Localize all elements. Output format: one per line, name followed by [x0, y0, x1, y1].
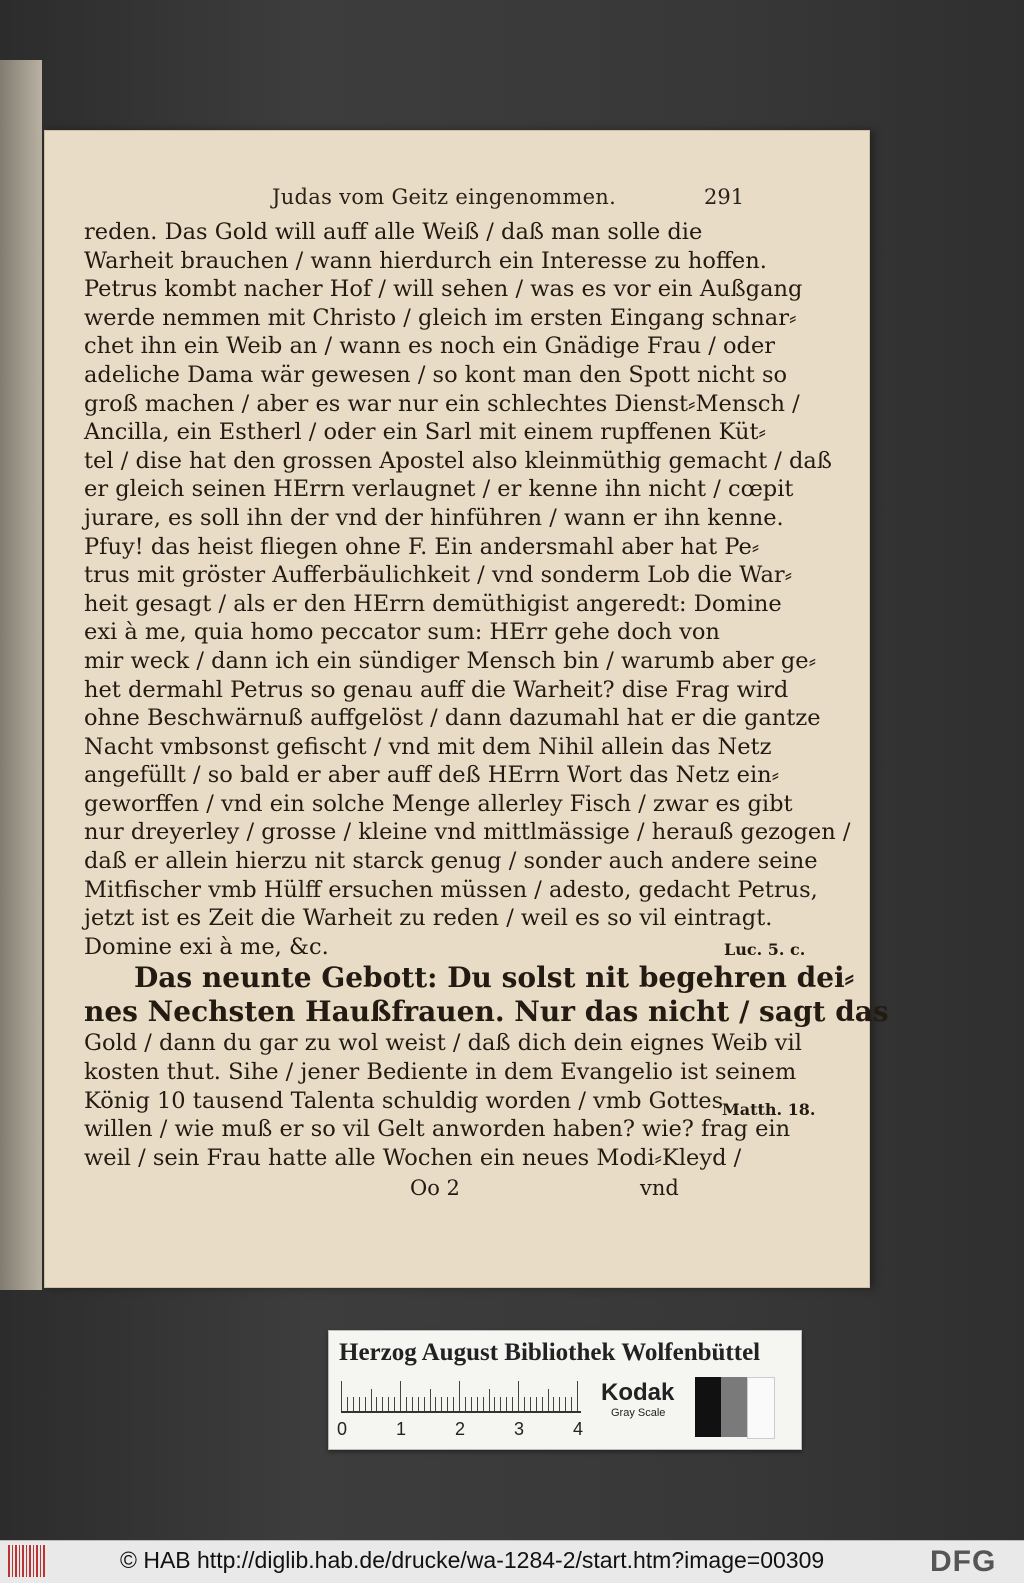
text-line: Pfuy! das heist fliegen ohne F. Ein andersmahl aber hat Pe⸗	[84, 533, 760, 560]
library-name: Herzog August Bibliothek Wolfenbüttel	[339, 1339, 761, 1366]
text-line: nur dreyerley / grosse / kleine vnd mittlmässige / herauß gezogen /	[84, 819, 851, 846]
ruler-tick	[524, 1397, 525, 1411]
ruler-tick	[471, 1397, 472, 1411]
text-line: kosten thut. Sihe / jener Bediente in dem Evangelio ist seinem	[84, 1059, 797, 1086]
ruler-tick	[371, 1389, 372, 1411]
commandment-heading: nes Nechsten Haußfrauen. Nur das nicht / sagt das	[84, 995, 889, 1029]
ruler-tick	[518, 1381, 519, 1411]
ruler-tick	[435, 1397, 436, 1411]
measurement-ruler	[341, 1377, 581, 1413]
text-line: Domine exi à me, &c.	[84, 933, 329, 960]
ruler-tick	[506, 1397, 507, 1411]
ruler-tick	[359, 1397, 360, 1411]
ruler-tick	[400, 1381, 401, 1411]
text-line: angefüllt / so bald er aber auff deß HErrn Wort das Netz ein⸗	[84, 762, 780, 789]
ruler-tick	[477, 1397, 478, 1411]
text-line: Nacht vmbsonst gefischt / vnd mit dem Nihil allein das Netz	[84, 733, 772, 760]
text-line: ohne Beschwärnuß auffgelöst / dann dazumahl hat er die gantze	[84, 705, 821, 732]
catchword: vnd	[640, 1176, 679, 1200]
ruler-tick	[447, 1397, 448, 1411]
text-line: reden. Das Gold will auff alle Weiß / daß man solle die	[84, 219, 703, 245]
ruler-tick	[376, 1397, 377, 1411]
ruler-tick	[365, 1397, 366, 1411]
ruler-tick	[347, 1397, 348, 1411]
text-line: exi à me, quia homo peccator sum: HErr gehe doch von	[84, 619, 720, 646]
hab-logo-icon	[8, 1545, 46, 1577]
ruler-label: 4	[573, 1419, 584, 1439]
facing-page-edge	[0, 60, 42, 1290]
ruler-tick	[536, 1397, 537, 1411]
ruler-tick	[353, 1397, 354, 1411]
text-line: heit gesagt / als er den HErrn demüthigist angeredt: Domine	[84, 590, 782, 617]
text-line: tel / dise hat den grossen Apostel also kleinmüthig gemacht / daß	[84, 447, 832, 474]
kodak-logo: Kodak	[601, 1379, 675, 1406]
ruler-tick	[465, 1397, 466, 1411]
gray-swatch-black	[695, 1377, 721, 1437]
ruler-tick	[553, 1397, 554, 1411]
text-line: jetzt ist es Zeit die Warheit zu reden / weil es so vil eintragt.	[84, 905, 773, 932]
ruler-tick	[453, 1397, 454, 1411]
text-line: groß machen / aber es war nur ein schlechtes Dienst⸗Mensch /	[84, 390, 800, 417]
ruler-label: 2	[455, 1419, 466, 1439]
marginal-note-matth: Matth. 18.	[722, 1100, 816, 1119]
text-line: weil / sein Frau hatte alle Wochen ein neues Modi⸗Kleyd /	[84, 1144, 742, 1171]
text-line: het dermahl Petrus so genau auff die Warheit? dise Frag wird	[84, 676, 789, 703]
text-line: jurare, es soll ihn der vnd der hinführen / wann er ihn kenne.	[84, 504, 784, 531]
ruler-tick	[483, 1397, 484, 1411]
color-calibration-card	[328, 1330, 802, 1450]
ruler-tick	[394, 1397, 395, 1411]
ruler-tick	[441, 1397, 442, 1411]
ruler-tick	[412, 1397, 413, 1411]
text-line: König 10 tausend Talenta schuldig worden / vmb Gottes	[84, 1087, 724, 1114]
text-line: geworffen / vnd ein solche Menge allerley Fisch / zwar es gibt	[84, 790, 793, 817]
ruler-tick	[489, 1389, 490, 1411]
text-line: adeliche Dama wär gewesen / so kont man den Spott nicht so	[84, 361, 788, 388]
ruler-tick	[341, 1381, 342, 1411]
ruler-tick	[548, 1389, 549, 1411]
text-line: Mitfischer vmb Hülff ersuchen müssen / adesto, gedacht Petrus,	[84, 876, 818, 903]
ruler-tick	[530, 1397, 531, 1411]
page-number: 291	[704, 185, 745, 209]
ruler-tick	[382, 1397, 383, 1411]
text-line: daß er allein hierzu nit starck genug / sonder auch andere seine	[84, 848, 818, 875]
footer-url[interactable]: © HAB http://diglib.hab.de/drucke/wa-1284-2/start.htm?image=00309	[120, 1547, 825, 1573]
book-page	[44, 130, 889, 1288]
text-line: trus mit gröster Aufferbäulichkeit / vnd sonderm Lob die War⸗	[84, 562, 793, 589]
text-line: willen / wie muß er so vil Gelt anworden haben? wie? frag ein	[84, 1116, 791, 1143]
text-line: er gleich seinen HErrn verlaugnet / er kenne ihn nicht / cœpit	[84, 476, 794, 503]
footer-bar	[0, 1540, 1024, 1583]
ruler-tick	[494, 1397, 495, 1411]
ruler-label: 3	[514, 1419, 525, 1439]
ruler-tick	[542, 1397, 543, 1411]
ruler-tick	[559, 1397, 560, 1411]
text-line: werde nemmen mit Christo / gleich im ersten Eingang schnar⸗	[84, 304, 797, 331]
ruler-tick	[406, 1397, 407, 1411]
commandment-heading: Das neunte Gebott: Du solst nit begehren dei⸗	[134, 961, 855, 995]
running-head: Judas vom Geitz eingenommen.	[272, 185, 617, 209]
text-line: Gold / dann du gar zu wol weist / daß dich dein eignes Weib vil	[84, 1030, 802, 1057]
text-line: chet ihn ein Weib an / wann es noch ein Gnädige Frau / oder	[84, 333, 776, 360]
gray-swatch-mid	[721, 1377, 747, 1437]
text-line: Petrus kombt nacher Hof / will sehen / was es vor ein Außgang	[84, 276, 803, 303]
ruler-tick	[571, 1397, 572, 1411]
ruler-tick	[388, 1397, 389, 1411]
signature-mark: Oo 2	[410, 1176, 460, 1200]
ruler-label: 0	[337, 1419, 348, 1439]
ruler-tick	[512, 1397, 513, 1411]
gray-swatch-white	[747, 1377, 775, 1439]
page-header	[272, 185, 772, 215]
ruler-tick	[430, 1389, 431, 1411]
text-line: mir weck / dann ich ein sündiger Mensch bin / warumb aber ge⸗	[84, 647, 817, 674]
ruler-tick	[565, 1397, 566, 1411]
text-line: Ancilla, ein Estherl / oder ein Sarl mit einem rupffenen Küt⸗	[84, 419, 766, 446]
ruler-label: 1	[396, 1419, 407, 1439]
gray-scale-label: Gray Scale	[611, 1407, 666, 1419]
text-line: Warheit brauchen / wann hierdurch ein Interesse zu hoffen.	[84, 247, 767, 274]
ruler-tick	[500, 1397, 501, 1411]
ruler-tick	[577, 1381, 578, 1411]
ruler-tick	[418, 1397, 419, 1411]
ruler-tick	[424, 1397, 425, 1411]
ruler-tick	[459, 1381, 460, 1411]
dfg-logo: DFG	[930, 1545, 997, 1578]
marginal-note-luc: Luc. 5. c.	[724, 940, 806, 959]
